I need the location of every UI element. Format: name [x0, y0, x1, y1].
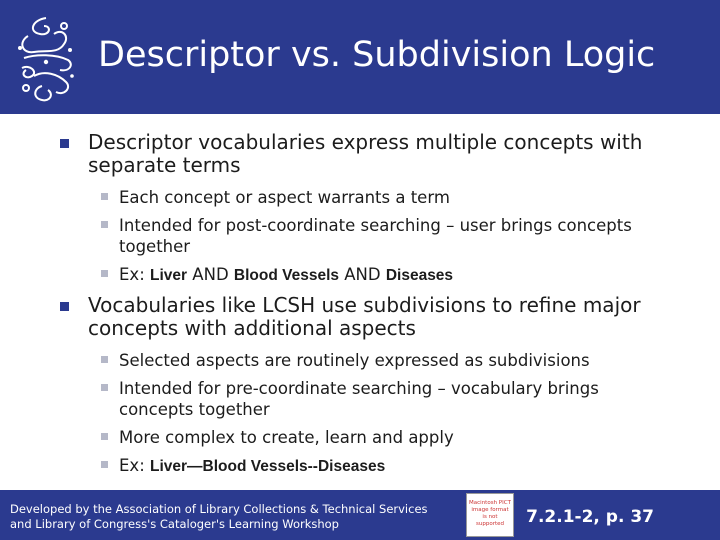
example-and: AND: [187, 265, 234, 284]
example-term-blood-vessels: Blood Vessels: [233, 267, 339, 284]
square-bullet-icon: [101, 221, 108, 228]
sub-bullet-text: Intended for post-coordinate searching – user brings concepts together: [119, 216, 632, 256]
sub-bullet-text: Each concept or aspect warrants a term: [119, 188, 450, 207]
slide-footer: [0, 490, 720, 540]
sub-bullet: [119, 215, 659, 257]
square-bullet-icon: [101, 193, 108, 200]
sub-bullet-example: [119, 455, 659, 477]
square-bullet-icon: [101, 461, 108, 468]
example-term-liver: Liver: [150, 267, 188, 284]
example-prefix: Ex:: [119, 456, 150, 475]
slide-body: [0, 114, 720, 490]
placeholder-text: Macintosh PICT image format is not supported: [469, 500, 511, 527]
sub-bullet-example: [119, 264, 659, 286]
square-bullet-icon: [60, 139, 69, 148]
square-bullet-icon: [101, 270, 108, 277]
square-bullet-icon: [101, 433, 108, 440]
bullet-descriptor-vocabularies: [88, 131, 688, 177]
bullet-lcsh-subdivisions: [88, 294, 688, 340]
bullet-text: Vocabularies like LCSH use subdivisions to refine major concepts with additional aspects: [88, 293, 641, 340]
example-heading-string: Liver—Blood Vessels--Diseases: [150, 458, 386, 475]
example-and: AND: [339, 265, 386, 284]
bullet-text: Descriptor vocabularies express multiple concepts with separate terms: [88, 130, 643, 177]
ornamental-scroll-logo: [14, 14, 78, 104]
unsupported-image-placeholder: [466, 493, 514, 537]
sub-bullet: [119, 187, 659, 208]
sub-bullet: [119, 427, 659, 448]
footer-credit: Developed by the Association of Library Collections & Technical Services and Library of Congress's Cataloger's Learning Workshop: [10, 502, 428, 531]
slide-title: Descriptor vs. Subdivision Logic: [98, 35, 656, 75]
slide-reference: 7.2.1-2, p. 37: [526, 507, 654, 527]
sub-bullet: [119, 378, 659, 420]
square-bullet-icon: [101, 384, 108, 391]
example-prefix: Ex:: [119, 265, 150, 284]
sub-bullet-text: More complex to create, learn and apply: [119, 428, 454, 447]
sub-bullet: [119, 350, 659, 371]
square-bullet-icon: [101, 356, 108, 363]
sub-bullet-text: Intended for pre-coordinate searching – vocabulary brings concepts together: [119, 379, 599, 419]
example-term-diseases: Diseases: [385, 267, 454, 284]
sub-bullet-text: Selected aspects are routinely expressed as subdivisions: [119, 351, 590, 370]
slide-header: [0, 0, 720, 114]
square-bullet-icon: [60, 302, 69, 311]
